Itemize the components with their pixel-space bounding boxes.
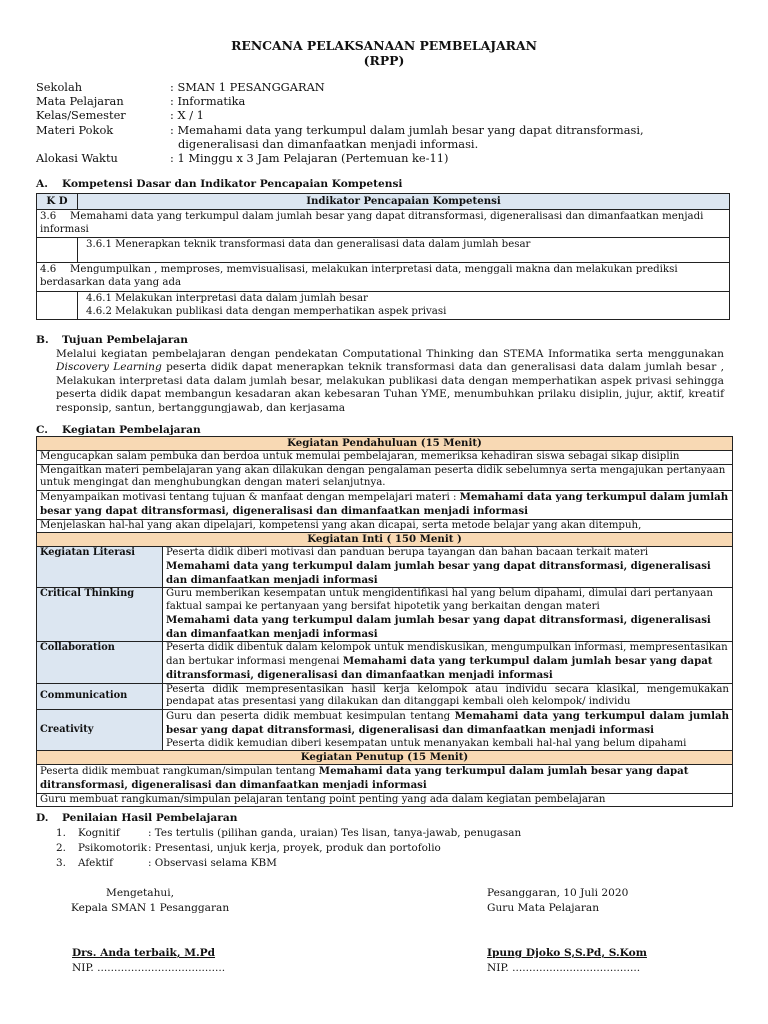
list-item	[56, 827, 521, 842]
indicator-item: 4.6.1 Melakukan interpretasi data dalam jumlah besar	[86, 292, 368, 304]
table-row	[37, 793, 733, 807]
activity-cell	[163, 588, 733, 642]
activity-topic: Memahami data yang terkumpul dalam jumlah besar yang dapat ditransformasi, digeneralisasi dan dimanfaatkan menjadi informasi	[40, 765, 689, 791]
principal-name: Drs. Anda terbaik, M.Pd	[72, 947, 216, 959]
activity-cell	[37, 765, 733, 794]
table-row	[37, 291, 730, 320]
identity-label: Materi Pokok	[36, 123, 114, 137]
section-title: Penilaian Hasil Pembelajaran	[62, 812, 238, 824]
kd-row	[37, 263, 730, 292]
table-row	[37, 209, 730, 238]
list-key: Psikomotorik	[78, 842, 148, 854]
list-item	[56, 842, 521, 857]
activity-cell: Mengaitkan materi pembelajaran yang akan dilakukan dengan pengalaman peserta didik sebelumnya serta mengajukan pertanyaan untuk mengingat dan menghubungkan dengan materi selanjutnya.	[37, 464, 733, 491]
objective-text: Melalui kegiatan pembelajaran dengan pendekatan Computational Thinking dan STEMA Informatika serta menggunakan	[56, 348, 724, 360]
list-value: : Presentasi, unjuk kerja, proyek, produk dan portofolio	[148, 842, 441, 854]
table-row	[37, 547, 733, 588]
identity-label: Kelas/Semester	[36, 108, 126, 122]
section-number: D.	[36, 812, 49, 824]
assessment-list	[56, 827, 521, 872]
acknowledged-label: Mengetahui,	[106, 887, 174, 899]
activity-text: Peserta didik diberi motivasi dan panduan berupa tayangan dan bahan bacaan terkait materi	[166, 547, 649, 558]
objective-text: Melakukan interpretasi data dalam jumlah besar, melakukan publikasi data dengan memperhatikan aspek privasi sehingga peserta didik dapat membangun kesadaran akan kebesaran Tuhan YME, menumbuhkan prilaku disiplin, jujur, aktif, kreatif responsip, santun, bertanggungjawab, dan kerjasama	[56, 374, 724, 414]
activity-topic: Memahami data yang terkumpul dalam jumlah besar yang dapat ditransformasi, digeneralisasi dan dimanfaatkan menjadi informasi	[166, 710, 729, 736]
competency-table	[36, 193, 730, 320]
skill-label: Communication	[37, 683, 163, 710]
kd-number: 4.6	[40, 264, 57, 276]
closing-header: Kegiatan Penutup (15 Menit)	[37, 751, 733, 765]
identity-label: Alokasi Waktu	[36, 151, 118, 165]
table-row	[37, 519, 733, 533]
indicator-cell: 3.6.1 Menerapkan teknik transformasi data dan generalisasi data dalam jumlah besar	[78, 238, 730, 263]
section-title: Tujuan Pembelajaran	[62, 334, 188, 346]
principal-nip: NIP. ......................................	[72, 962, 226, 974]
objective-paragraph	[56, 348, 724, 415]
list-number: 3.	[56, 857, 66, 869]
table-row	[37, 710, 733, 751]
table-row	[37, 263, 730, 292]
column-header-indicator: Indikator Pencapaian Kompetensi	[78, 194, 730, 210]
table-row	[37, 683, 733, 710]
section-number: B.	[36, 334, 49, 346]
activity-topic: Memahami data yang terkumpul dalam jumlah besar yang dapat ditransformasi, digeneralisasi dan dimanfaatkan menjadi informasi	[166, 559, 711, 586]
activity-cell	[163, 710, 733, 751]
document-subtitle: (RPP)	[363, 53, 405, 68]
table-row	[37, 642, 733, 683]
identity-value: : X / 1	[170, 108, 204, 122]
objective-method: Discovery Learning	[56, 361, 162, 374]
identity-value: : SMAN 1 PESANGGARAN	[170, 80, 325, 94]
table-row	[37, 765, 733, 794]
identity-value: : Informatika	[170, 94, 246, 108]
kd-row	[37, 209, 730, 238]
list-key: Kognitif	[78, 827, 120, 839]
section-d-heading	[36, 812, 237, 825]
section-title: Kompetensi Dasar dan Indikator Pencapaian Kompetensi	[62, 178, 403, 190]
table-row	[37, 450, 733, 464]
activity-text: Guru memberikan kesempatan untuk mengidentifikasi hal yang belum dipahami, dimulai dari pertanyaan faktual sampai ke pertanyaan yang bersifat hipotetik yang berkaitan dengan materi	[166, 588, 713, 612]
identity-value-continued: digeneralisasi dan dimanfaatkan menjadi informasi.	[178, 137, 479, 151]
kd-number: 3.6	[40, 210, 57, 222]
opening-header: Kegiatan Pendahuluan (15 Menit)	[37, 437, 733, 451]
section-number: C.	[36, 424, 48, 436]
table-row	[37, 464, 733, 491]
list-value: : Observasi selama KBM	[148, 857, 277, 869]
core-header: Kegiatan Inti ( 150 Menit )	[37, 533, 733, 547]
activity-text: Guru dan peserta didik membuat kesimpulan tentang	[166, 711, 455, 722]
identity-value: : 1 Minggu x 3 Jam Pelajaran (Pertemuan ke-11)	[170, 151, 449, 165]
activity-cell	[163, 547, 733, 588]
activity-text: Menyampaikan motivasi tentang tujuan & manfaat dengan mempelajari materi :	[40, 492, 460, 503]
identity-label: Mata Pelajaran	[36, 94, 124, 108]
column-header-kd: K D	[37, 194, 78, 210]
table-row	[37, 588, 733, 642]
skill-label: Creativity	[37, 710, 163, 751]
list-key: Afektif	[78, 857, 113, 869]
skill-label: Kegiatan Literasi	[37, 547, 163, 588]
identity-label: Sekolah	[36, 80, 83, 94]
activity-cell	[163, 642, 733, 683]
list-number: 1.	[56, 827, 66, 839]
section-number: A.	[36, 178, 48, 190]
activity-topic: Memahami data yang terkumpul dalam jumlah besar yang dapat ditransformasi, digeneralisasi dan dimanfaatkan menjadi informasi	[166, 613, 711, 640]
section-b-heading	[36, 334, 188, 347]
indent-cell	[37, 291, 78, 320]
skill-label: Collaboration	[37, 642, 163, 683]
activity-topic: Memahami data yang terkumpul dalam jumlah besar yang dapat ditransformasi, digeneralisasi dan dimanfaatkan menjadi informasi	[166, 655, 713, 681]
teacher-name: Ipung Djoko S,S.Pd, S.Kom	[487, 947, 647, 959]
section-a-heading	[36, 178, 402, 191]
objective-text: peserta didik dapat menerapkan teknik transformasi data dan generalisasi data dalam jumlah besar ,	[161, 361, 724, 374]
list-number: 2.	[56, 842, 66, 854]
indent-cell	[37, 238, 78, 263]
activity-cell: Peserta didik mempresentasikan hasil kerja kelompok atau individu secara klasikal, mengemukakan pendapat atas presentasi yang dilakukan dan ditanggapi kembali oleh kelompok/ individu	[163, 683, 733, 710]
skill-label: Critical Thinking	[37, 588, 163, 642]
kd-text: Memahami data yang terkumpul dalam jumlah besar yang dapat ditransformasi, digeneralisasi dan dimanfaatkan menjadi informasi	[40, 210, 704, 235]
activities-table	[36, 436, 733, 807]
principal-role: Kepala SMAN 1 Pesanggaran	[71, 902, 230, 914]
indicator-cell	[78, 291, 730, 320]
teacher-nip: NIP. ......................................	[487, 962, 641, 974]
identity-value: : Memahami data yang terkumpul dalam jumlah besar yang dapat ditransformasi,	[170, 123, 644, 137]
teacher-role: Guru Mata Pelajaran	[487, 902, 600, 914]
activity-text: Peserta didik membuat rangkuman/simpulan tentang	[40, 766, 319, 777]
document-title: RENCANA PELAKSANAAN PEMBELAJARAN	[231, 38, 537, 53]
section-title: Kegiatan Pembelajaran	[62, 424, 201, 436]
list-value: : Tes tertulis (pilihan ganda, uraian) Tes lisan, tanya-jawab, penugasan	[148, 827, 522, 839]
indicator-item: 4.6.2 Melakukan publikasi data dengan memperhatikan aspek privasi	[86, 305, 447, 317]
activity-cell	[37, 491, 733, 520]
activity-text: Peserta didik dibentuk dalam kelompok untuk mendiskusikan, mengumpulkan informasi, mempresentasikan dan bertukar informasi mengenai	[166, 642, 728, 667]
activity-cell: Menjelaskan hal-hal yang akan dipelajari, kompetensi yang akan dicapai, serta metode belajar yang akan ditempuh,	[37, 519, 733, 533]
activity-cell: Mengucapkan salam pembuka dan berdoa untuk memulai pembelajaran, memeriksa kehadiran siswa sebagai sikap disiplin	[37, 450, 733, 464]
activity-topic: Memahami data yang terkumpul dalam jumlah besar yang dapat ditransformasi, digeneralisasi dan dimanfaatkan menjadi informasi	[40, 491, 729, 517]
place-date: Pesanggaran, 10 Juli 2020	[487, 887, 629, 899]
activity-cell: Guru membuat rangkuman/simpulan pelajaran tentang point penting yang ada dalam kegiatan pembelajaran	[37, 793, 733, 807]
activity-text: Peserta didik kemudian diberi kesempatan untuk menanyakan kembali hal-hal yang belum dipahami	[166, 737, 687, 749]
table-row	[37, 491, 733, 520]
list-item	[56, 857, 521, 872]
table-row	[37, 238, 730, 263]
kd-text: Mengumpulkan , memproses, memvisualisasi, melakukan interpretasi data, menggali makna dan melakukan prediksi berdasarkan data yang ada	[40, 264, 678, 288]
